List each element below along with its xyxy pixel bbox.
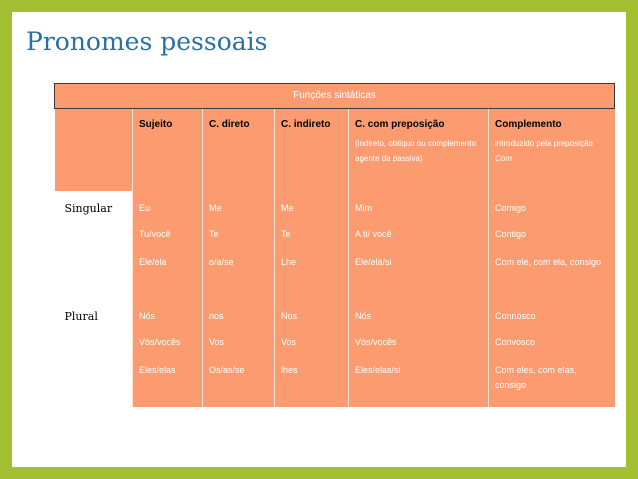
- col-header-note: introduzido pela preposição Com: [495, 139, 593, 163]
- table-cell: o/a/se: [203, 251, 275, 299]
- table-cell: Eles/elas: [133, 359, 203, 407]
- col-header-label: C. direto: [209, 119, 250, 130]
- table-row: [55, 359, 615, 407]
- col-header-sujeito: [133, 109, 203, 191]
- slide: [12, 12, 626, 467]
- table-cell: Me: [203, 191, 275, 223]
- row-group-label-plural: Plural: [55, 299, 133, 331]
- col-header-c-com-preposicao: [349, 109, 489, 191]
- row-group-spacer: [55, 251, 133, 299]
- table-cell: Nos: [275, 299, 349, 331]
- col-header-label: Complemento: [495, 119, 562, 130]
- table-cell: Nós: [349, 299, 489, 331]
- col-header-complemento: [489, 109, 615, 191]
- table-cell: Com ele, com ela, consigo: [489, 251, 615, 299]
- table-cell: lhes: [275, 359, 349, 407]
- row-group-label-singular: Singular: [55, 191, 133, 223]
- table-cell: Tu/você: [133, 223, 203, 251]
- table-cell: Convosco: [489, 331, 615, 359]
- table-cell: nos: [203, 299, 275, 331]
- table-cell: Com eles, com elas, consigo: [489, 359, 615, 407]
- row-group-spacer: [55, 331, 133, 359]
- table-cell: Te: [203, 223, 275, 251]
- table-cell: Vos: [275, 331, 349, 359]
- table-cell: Comigo: [489, 191, 615, 223]
- table-cell: Ele/ela: [133, 251, 203, 299]
- table-cell: Ele/ela/si: [349, 251, 489, 299]
- table-cell: Vós/vocês: [133, 331, 203, 359]
- table-cell: Lhe: [275, 251, 349, 299]
- table-cell: Me: [275, 191, 349, 223]
- table-row: [55, 223, 615, 251]
- pronouns-table: [54, 83, 615, 407]
- table-cell: Connosco: [489, 299, 615, 331]
- table-row: [55, 251, 615, 299]
- slide-title: Pronomes pessoais: [26, 27, 268, 56]
- table-cell: Vós/vocês: [349, 331, 489, 359]
- table-cell: Nós: [133, 299, 203, 331]
- col-header-note: (indireto, oblíquo ou complemento agente da passiva): [355, 139, 476, 163]
- table-cell: Contigo: [489, 223, 615, 251]
- table-cell: Te: [275, 223, 349, 251]
- table-row: [55, 299, 615, 331]
- table-cell: A ti/ você: [349, 223, 489, 251]
- col-header-c-indireto: [275, 109, 349, 191]
- table-cell: Os/as/se: [203, 359, 275, 407]
- col-header-label: C. com preposição: [355, 119, 445, 130]
- row-group-spacer: [55, 223, 133, 251]
- table-cell: Eu: [133, 191, 203, 223]
- table-cell: Vos: [203, 331, 275, 359]
- table-cell: Mim: [349, 191, 489, 223]
- table-row: [55, 331, 615, 359]
- corner-cell: [55, 109, 133, 191]
- group-header-row: [55, 84, 615, 109]
- col-header-label: C. indireto: [281, 119, 331, 130]
- group-header-cell: Funções sintáticas: [55, 84, 615, 109]
- table-cell: Eles/elas/si: [349, 359, 489, 407]
- col-header-note-emphasis: Com: [495, 154, 512, 163]
- column-header-row: [55, 109, 615, 191]
- col-header-label: Sujeito: [139, 119, 173, 130]
- table-row: [55, 191, 615, 223]
- row-group-spacer: [55, 359, 133, 407]
- col-header-c-direto: [203, 109, 275, 191]
